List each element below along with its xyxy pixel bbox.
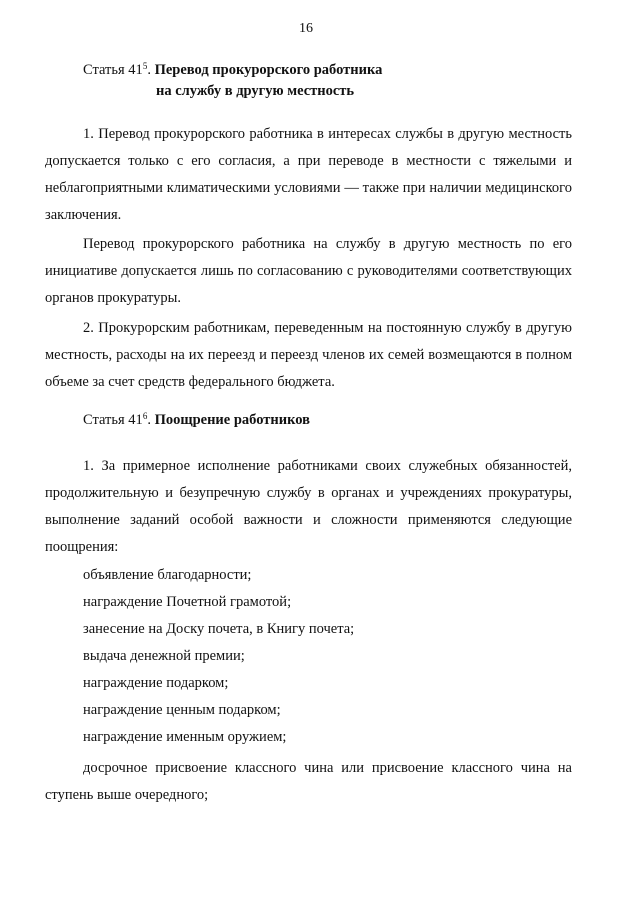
page-number: 16: [299, 21, 313, 36]
article-superscript: 5: [142, 61, 148, 71]
list-item: награждение Почетной грамотой;: [83, 594, 292, 610]
article-title: Поощрение работников: [154, 412, 310, 428]
list-item: объявление благодарности;: [83, 567, 252, 583]
article-dot: .: [147, 412, 151, 428]
article-label: Статья 41: [83, 412, 143, 428]
article-superscript: 6: [142, 411, 148, 421]
list-item: награждение именным оружием;: [83, 729, 287, 745]
list-item: выдача денежной премии;: [83, 648, 245, 664]
paragraph: 1. За примерное исполнение работниками своих служебных обязанностей, продолжительную и безупречную службу в органах и учреждениях прокуратуры, выполнение заданий особой важности и сложности применяются следующие поощрения:: [45, 458, 572, 555]
article-title-line1: Перевод прокурорского работника: [154, 62, 383, 78]
article-41-6-heading: [83, 410, 310, 431]
article-title-line2: на службу в другую местность: [156, 83, 355, 99]
article-dot: .: [147, 62, 151, 78]
list-item: награждение ценным подарком;: [83, 702, 281, 718]
list-item: занесение на Доску почета, в Книгу почета;: [83, 621, 355, 637]
article-label: Статья 41: [83, 62, 143, 78]
paragraph: 2. Прокурорским работникам, переведенным на постоянную службу в другую местность, расходы на их переезд и переезд членов их семей возмещаются в полном объеме за счет средств федерального бюджета.: [45, 320, 572, 390]
paragraph: 1. Перевод прокурорского работника в интересах службы в другую местность допускается только с его согласия, а при переводе в местности с тяжелыми и неблагоприятными климатическими условиями — также при наличии медицинского заключения.: [45, 126, 572, 223]
list-item: досрочное присвоение классного чина или присвоение классного чина на ступень выше очередного;: [45, 760, 572, 803]
article-41-5-heading: [83, 60, 382, 102]
paragraph: Перевод прокурорского работника на службу в другую местность по его инициативе допускается лишь по согласованию с руководителями соответствующих органов прокуратуры.: [45, 236, 572, 306]
list-item: награждение подарком;: [83, 675, 229, 691]
